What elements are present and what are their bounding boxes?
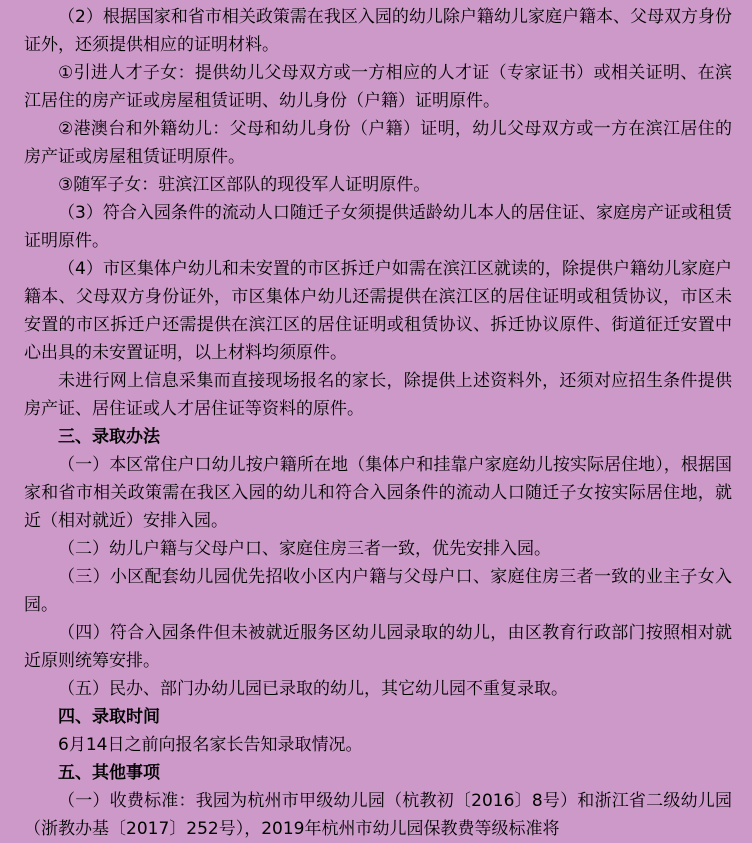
paragraph-3-migrant: （3）符合入园条件的流动人口随迁子女须提供适龄幼儿本人的居住证、家庭房产证或租赁证明原件。 — [24, 203, 732, 251]
paragraph-admission-time: 6月14日之前向报名家长告知录取情况。 — [58, 735, 363, 755]
paragraph-fee-standard: （一）收费标准：我园为杭州市甲级幼儿园（杭教初〔2016〕8号）和浙江省二级幼儿园（浙教办基〔2017〕252号），2019年杭州市幼儿园保教费等级标准将 — [24, 791, 732, 839]
paragraph-2-materials: （2）根据国家和省市相关政策需在我区入园的幼儿除户籍幼儿家庭户籍本、父母双方身份证外，还须提供相应的证明材料。 — [24, 7, 732, 55]
section-heading-admission-time: 四、录取时间 — [58, 707, 160, 727]
paragraph-talent-children: ①引进人才子女：提供幼儿父母双方或一方相应的人才证（专家证书）或相关证明、在滨江居住的房产证或房屋租赁证明、幼儿身份（户籍）证明原件。 — [24, 63, 732, 111]
section-heading-other-matters: 五、其他事项 — [58, 763, 160, 783]
section-heading-admission-method: 三、录取办法 — [58, 427, 160, 447]
paragraph-4-collective-household: （4）市区集体户幼儿和未安置的市区拆迁户如需在滨江区就读的，除提供户籍幼儿家庭户籍本、父母双方身份证外，市区集体户幼儿还需提供在滨江区的居住证明或租赁协议，市区未安置的市区拆迁户还需提供在滨江区的居住证明或租赁协议、拆迁协议原件、街道征迁安置中心出具的未安置证明，以上材料均须原件。 — [24, 259, 732, 363]
paragraph-admission-2: （二）幼儿户籍与父母户口、家庭住房三者一致，优先安排入园。 — [58, 539, 551, 559]
paragraph-admission-1: （一）本区常住户口幼儿按户籍所在地（集体户和挂靠户家庭幼儿按实际居住地），根据国家和省市相关政策需在我区入园的幼儿和符合入园条件的流动人口随迁子女按实际居住地，就近（相对就近）安排入园。 — [24, 455, 732, 531]
paragraph-admission-5: （五）民办、部门办幼儿园已录取的幼儿，其它幼儿园不重复录取。 — [58, 679, 568, 699]
paragraph-admission-4: （四）符合入园条件但未被就近服务区幼儿园录取的幼儿，由区教育行政部门按照相对就近原则统筹安排。 — [24, 623, 732, 671]
paragraph-admission-3: （三）小区配套幼儿园优先招收小区内户籍与父母户口、家庭住房三者一致的业主子女入园。 — [24, 567, 732, 615]
paragraph-onsite-registration: 未进行网上信息采集而直接现场报名的家长，除提供上述资料外，还须对应招生条件提供房产证、居住证或人才居住证等资料的原件。 — [24, 371, 732, 419]
paragraph-military-children: ③随军子女：驻滨江区部队的现役军人证明原件。 — [58, 175, 431, 195]
paragraph-hk-macao-taiwan-foreign: ②港澳台和外籍幼儿：父母和幼儿身份（户籍）证明，幼儿父母双方或一方在滨江居住的房产证或房屋租赁证明原件。 — [24, 119, 732, 167]
